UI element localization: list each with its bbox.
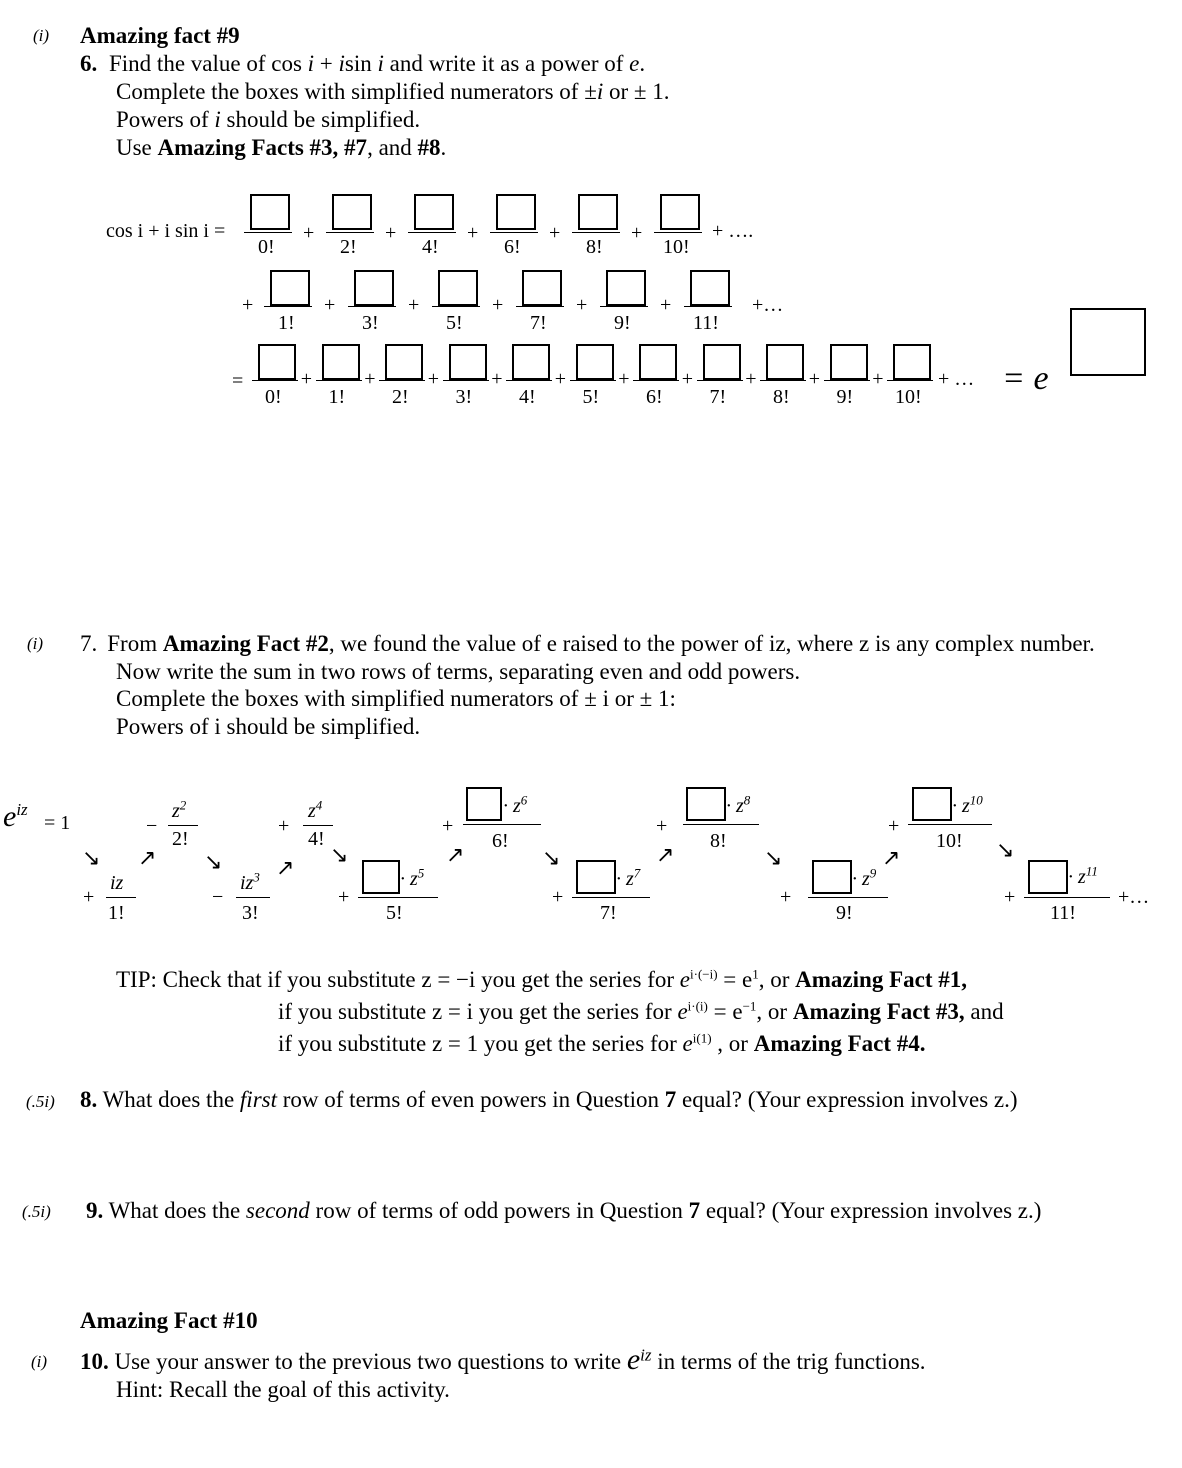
q6-numerator-box[interactable] bbox=[522, 270, 562, 306]
q7-tip-line3: if you substitute z = 1 you get the series for $e^{i(1)}$ , or Amazing Fact #4. bbox=[278, 1030, 926, 1056]
q7-t2-num: $z^2$ bbox=[172, 797, 187, 822]
q7-t5-sign: + bbox=[338, 886, 350, 908]
q7-t1-den: 1! bbox=[108, 902, 125, 924]
plus-sign: + bbox=[808, 368, 821, 390]
q9-text: 9. What does the second row of terms of odd powers in Question 7 equal? (Your expression involves z.) bbox=[86, 1198, 1042, 1223]
q6-numerator-box[interactable] bbox=[690, 270, 730, 306]
q7-t2-den: 2! bbox=[172, 828, 189, 850]
plus-sign: + bbox=[303, 222, 315, 244]
q6-row3-equals: = bbox=[232, 370, 244, 392]
denominator: 8! bbox=[773, 386, 790, 408]
plus-sign: + bbox=[324, 294, 336, 316]
q7-t4-num: $z^4$ bbox=[308, 797, 323, 822]
q7-t8-z: · $z^8$ bbox=[726, 792, 751, 817]
q7-t4-bar bbox=[303, 825, 333, 826]
plus-sign: + bbox=[745, 368, 757, 390]
plus-sign: + bbox=[364, 368, 376, 390]
q7-odd-tail: +… bbox=[1118, 886, 1150, 908]
q6-number: 6. bbox=[80, 51, 98, 76]
q7-t2-sign: − bbox=[146, 815, 158, 837]
fraction-bar bbox=[264, 306, 312, 307]
q7-t8-box[interactable] bbox=[686, 787, 726, 821]
plus-sign: + bbox=[427, 368, 440, 390]
denominator: 10! bbox=[663, 236, 690, 258]
q7-lhs: $e^{iz}$ bbox=[3, 800, 28, 833]
fraction-bar bbox=[432, 306, 480, 307]
arrow-up-icon: ↗ bbox=[882, 846, 901, 871]
q6-numerator-box[interactable] bbox=[766, 344, 804, 380]
fraction-bar bbox=[760, 380, 806, 381]
q7-t1-num: iz bbox=[110, 872, 124, 894]
denominator: 4! bbox=[519, 386, 536, 408]
q6-numerator-box[interactable] bbox=[893, 344, 931, 380]
q7-t3-bar bbox=[236, 897, 270, 898]
q6-numerator-box[interactable] bbox=[606, 270, 646, 306]
q10-heading: Amazing Fact #10 bbox=[80, 1308, 258, 1333]
q7-t9-bar bbox=[808, 897, 888, 898]
q7-t5-z: · $z^5$ bbox=[400, 865, 425, 890]
plus-sign: + bbox=[681, 368, 694, 390]
q7-t8-den: 8! bbox=[710, 830, 727, 852]
q7-t4-sign: + bbox=[278, 815, 290, 837]
denominator: 7! bbox=[709, 386, 727, 408]
denominator: 4! bbox=[422, 236, 439, 258]
q7-t6-z: · $z^6$ bbox=[503, 792, 528, 817]
plus-sign: + bbox=[300, 368, 313, 390]
denominator: 7! bbox=[530, 312, 547, 334]
plus-sign: + bbox=[242, 294, 254, 316]
denominator: 6! bbox=[504, 236, 521, 258]
q7-t2-bar bbox=[168, 825, 198, 826]
q7-t11-sign: + bbox=[1004, 886, 1016, 908]
q7-t10-bar bbox=[908, 824, 992, 825]
denominator: 9! bbox=[836, 386, 854, 408]
q7-t9-z: · $z^9$ bbox=[852, 865, 877, 890]
fraction-bar bbox=[654, 232, 702, 233]
q7-t6-box[interactable] bbox=[466, 787, 502, 821]
fraction-bar bbox=[824, 380, 870, 381]
plus-sign: + bbox=[872, 368, 884, 390]
fraction-bar bbox=[600, 306, 648, 307]
plus-sign: + bbox=[618, 368, 630, 390]
denominator: 9! bbox=[614, 312, 631, 334]
q7-t10-z: · $z^{10}$ bbox=[952, 792, 983, 817]
denominator: 0! bbox=[258, 236, 275, 258]
q6-numerator-box[interactable] bbox=[512, 344, 550, 380]
q6-numerator-box[interactable] bbox=[496, 194, 536, 230]
denominator: 8! bbox=[586, 236, 603, 258]
arrow-down-icon: ↘ bbox=[204, 850, 223, 875]
fraction-bar bbox=[887, 380, 933, 381]
q7-t6-sign: + bbox=[442, 815, 454, 837]
q7-t1-bar bbox=[106, 897, 136, 898]
q7-t4-den: 4! bbox=[308, 828, 325, 850]
denominator: 5! bbox=[582, 386, 600, 408]
q6-line2: Complete the boxes with simplified numerators of ±i or ± 1. bbox=[116, 79, 670, 104]
q6-numerator-box[interactable] bbox=[385, 344, 423, 380]
arrow-down-icon: ↘ bbox=[764, 846, 783, 871]
arrow-down-icon: ↘ bbox=[330, 843, 349, 868]
q8-text: 8. What does the first row of terms of even powers in Question 7 equal? (Your expression involves z.) bbox=[80, 1087, 1018, 1112]
q7-line2: Now write the sum in two rows of terms, separating even and odd powers. bbox=[116, 659, 801, 684]
q6-numerator-box[interactable] bbox=[250, 194, 290, 230]
q7-t9-box[interactable] bbox=[812, 860, 852, 894]
q6-line1: 6. Find the value of cos i + isin i and write it as a power of e. bbox=[80, 51, 646, 76]
q7-t5-bar bbox=[358, 897, 438, 898]
q6-numerator-box[interactable] bbox=[270, 270, 310, 306]
q10-points: (i) bbox=[31, 1352, 48, 1371]
arrow-up-icon: ↗ bbox=[276, 856, 295, 881]
fraction-bar bbox=[684, 306, 732, 307]
q10-text: 10. Use your answer to the previous two questions to write $e^{iz}$ in terms of the trig functions. bbox=[80, 1343, 926, 1376]
q7-t7-z: · $z^7$ bbox=[616, 865, 641, 890]
denominator: 2! bbox=[340, 236, 357, 258]
denominator: 1! bbox=[278, 312, 295, 334]
q7-t11-z: · $z^{11}$ bbox=[1068, 863, 1098, 888]
q6-numerator-box[interactable] bbox=[354, 270, 394, 306]
q7-t6-den: 6! bbox=[492, 830, 509, 852]
q7-t3-den: 3! bbox=[242, 902, 259, 924]
q7-line1: 7. From Amazing Fact #2, we found the value of e raised to the power of iz, where z is any complex number. bbox=[80, 631, 1095, 656]
denominator: 10! bbox=[895, 386, 922, 408]
q6-line3: Powers of i should be simplified. bbox=[116, 107, 421, 132]
arrow-up-icon: ↗ bbox=[656, 843, 675, 868]
fraction-bar bbox=[570, 380, 616, 381]
plus-sign: + bbox=[660, 294, 672, 316]
arrow-down-icon: ↘ bbox=[82, 846, 101, 871]
fraction-bar bbox=[408, 232, 456, 233]
q7-t3-sign: − bbox=[212, 886, 224, 908]
denominator: 3! bbox=[455, 386, 473, 408]
fraction-bar bbox=[633, 380, 679, 381]
fraction-bar bbox=[697, 380, 743, 381]
q7-points: (i) bbox=[27, 634, 44, 653]
q7-t7-sign: + bbox=[552, 886, 564, 908]
q6-exponent-box[interactable] bbox=[1070, 308, 1146, 376]
q6-numerator-box[interactable] bbox=[449, 344, 487, 380]
q6-row1-tail: + …. bbox=[712, 220, 754, 242]
q8-points: (.5i) bbox=[26, 1092, 55, 1111]
q6-heading: Amazing fact #9 bbox=[80, 23, 240, 48]
q7-t7-box[interactable] bbox=[576, 860, 616, 894]
fraction-bar bbox=[252, 380, 298, 381]
q7-t5-den: 5! bbox=[386, 902, 403, 924]
denominator: 5! bbox=[446, 312, 463, 334]
q6-line4: Use Amazing Facts #3, #7, and #8. bbox=[116, 135, 447, 160]
q7-line3: Complete the boxes with simplified numerators of ± i or ± 1: bbox=[116, 686, 676, 711]
q9-points: (.5i) bbox=[22, 1202, 51, 1221]
q7-t6-bar bbox=[463, 824, 541, 825]
q6-numerator-box[interactable] bbox=[578, 194, 618, 230]
q6-numerator-box[interactable] bbox=[332, 194, 372, 230]
q7-t5-box[interactable] bbox=[362, 860, 400, 894]
q7-t10-sign: + bbox=[888, 815, 900, 837]
q6-row2-tail: +… bbox=[752, 294, 784, 316]
q7-lhs-equals: = 1 bbox=[44, 812, 71, 834]
fraction-bar bbox=[348, 306, 396, 307]
q7-t11-box[interactable] bbox=[1028, 860, 1068, 894]
denominator: 6! bbox=[646, 386, 663, 408]
plus-sign: + bbox=[549, 222, 561, 244]
q7-t3-num: $iz^3$ bbox=[240, 869, 260, 894]
q7-t11-den: 11! bbox=[1050, 902, 1076, 924]
fraction-bar bbox=[326, 232, 374, 233]
q6-numerator-box[interactable] bbox=[322, 344, 360, 380]
q7-tip-line2: if you substitute z = i you get the series for $e^{i\cdot(i)} = e^{-1}$, or Amazing Fact #3, and bbox=[278, 998, 1004, 1024]
q6-points: (i) bbox=[33, 26, 50, 45]
q7-t7-bar bbox=[572, 897, 650, 898]
arrow-down-icon: ↘ bbox=[996, 838, 1015, 863]
q6-numerator-box[interactable] bbox=[576, 344, 614, 380]
q7-line4: Powers of i should be simplified. bbox=[116, 714, 421, 739]
q10-hint: Hint: Recall the goal of this activity. bbox=[116, 1377, 450, 1402]
denominator: 0! bbox=[265, 386, 282, 408]
q6-row3-tail: + … bbox=[938, 368, 975, 390]
plus-sign: + bbox=[492, 294, 504, 316]
fraction-bar bbox=[379, 380, 425, 381]
q6-numerator-box[interactable] bbox=[830, 344, 868, 380]
q6-lhs: cos i + i sin i = bbox=[106, 220, 226, 242]
q7-t10-den: 10! bbox=[936, 830, 963, 852]
q6-numerator-box[interactable] bbox=[639, 344, 677, 380]
denominator: 11! bbox=[693, 312, 719, 334]
denominator: 3! bbox=[362, 312, 379, 334]
fraction-bar bbox=[490, 232, 538, 233]
fraction-bar bbox=[506, 380, 552, 381]
plus-sign: + bbox=[554, 368, 567, 390]
arrow-up-icon: ↗ bbox=[446, 843, 465, 868]
q7-t9-den: 9! bbox=[836, 902, 853, 924]
fraction-bar bbox=[516, 306, 564, 307]
plus-sign: + bbox=[576, 294, 588, 316]
q7-tip-line1: TIP: Check that if you substitute z = −i you get the series for $e^{i\cdot(-i)} = e^1$, or Amazing Fact #1, bbox=[116, 966, 967, 992]
q7-t8-bar bbox=[683, 824, 759, 825]
q6-numerator-box[interactable] bbox=[258, 344, 296, 380]
fraction-bar bbox=[572, 232, 620, 233]
denominator: 2! bbox=[392, 386, 409, 408]
q6-numerator-box[interactable] bbox=[438, 270, 478, 306]
denominator: 1! bbox=[328, 386, 346, 408]
plus-sign: + bbox=[385, 222, 397, 244]
q7-t1-sign: + bbox=[83, 886, 95, 908]
plus-sign: + bbox=[631, 222, 643, 244]
q7-t11-bar bbox=[1024, 897, 1110, 898]
arrow-up-icon: ↗ bbox=[138, 846, 157, 871]
q6-numerator-box[interactable] bbox=[660, 194, 700, 230]
fraction-bar bbox=[316, 380, 362, 381]
plus-sign: + bbox=[467, 222, 479, 244]
q6-equals-e: = e bbox=[1002, 360, 1049, 397]
q7-t10-box[interactable] bbox=[912, 787, 952, 821]
fraction-bar bbox=[443, 380, 489, 381]
plus-sign: + bbox=[491, 368, 503, 390]
fraction-bar bbox=[244, 232, 292, 233]
q6-numerator-box[interactable] bbox=[703, 344, 741, 380]
q7-t8-sign: + bbox=[656, 815, 668, 837]
plus-sign: + bbox=[408, 294, 420, 316]
q6-numerator-box[interactable] bbox=[414, 194, 454, 230]
q7-t7-den: 7! bbox=[600, 902, 617, 924]
arrow-down-icon: ↘ bbox=[542, 846, 561, 871]
q7-t9-sign: + bbox=[780, 886, 792, 908]
